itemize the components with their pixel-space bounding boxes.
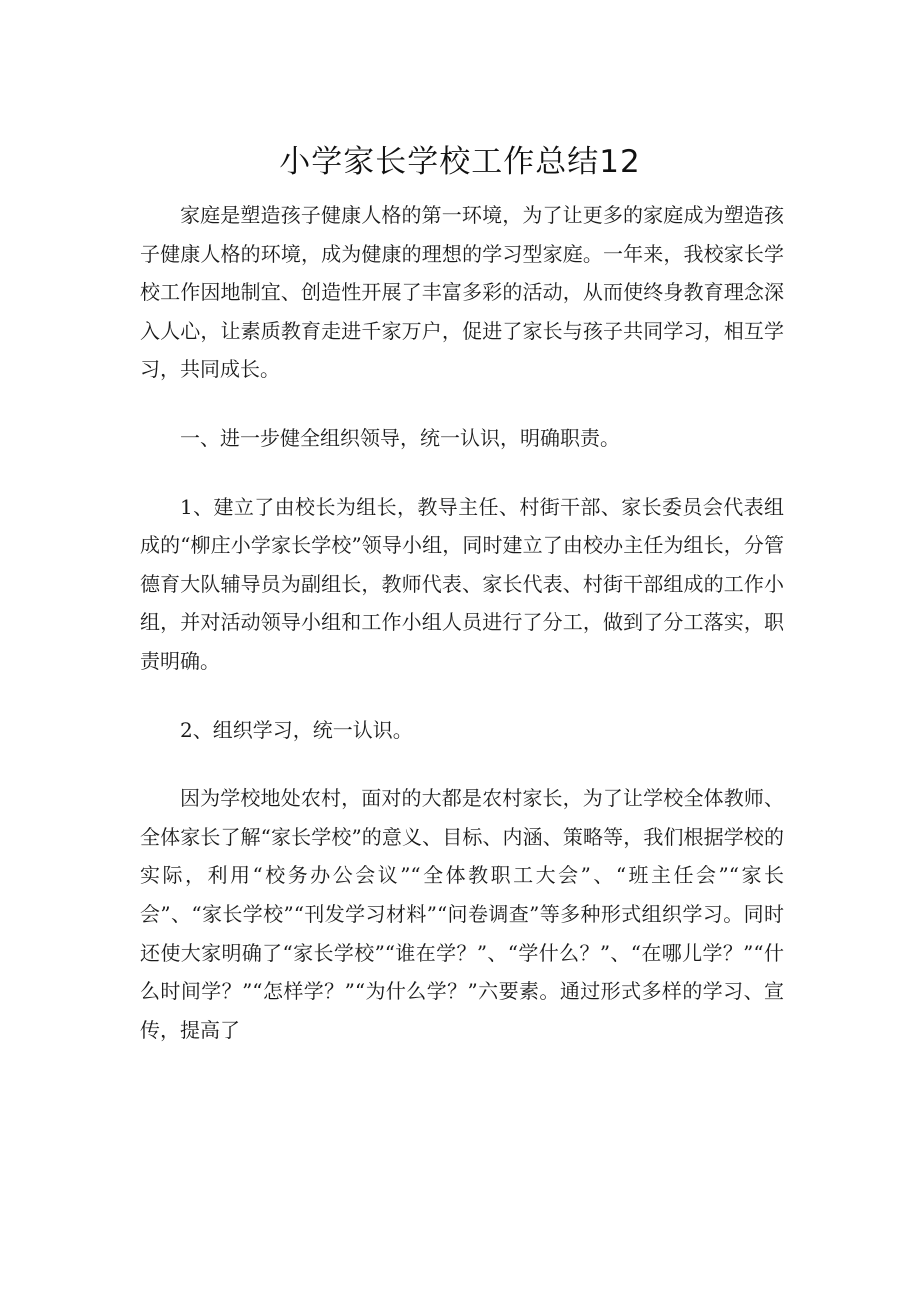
- section-heading-1: 一、进一步健全组织领导，统一认识，明确职责。: [180, 425, 620, 450]
- document-body: [140, 196, 784, 1049]
- paragraph-intro: 家庭是塑造孩子健康人格的第一环境，为了让更多的家庭成为塑造孩子健康人格的环境，成为健康的理想的学习型家庭。一年来，我校家长学校工作因地制宜、创造性开展了丰富多彩的活动，从而使终身教育理念深入人心，让素质教育走进千家万户，促进了家长与孩子共同学习，相互学习，共同成长。: [140, 203, 784, 382]
- paragraph-item-2-body: 因为学校地处农村，面对的大都是农村家长，为了让学校全体教师、全体家长了解“家长学校”的意义、目标、内涵、策略等，我们根据学校的实际，利用“校务办公会议”“全体教职工大会”、“班主任会”“家长会”、“家长学校”“刊发学习材料”“问卷调查”等多种形式组织学习。同时还使大家明确了“家长学校”“谁在学？”、“学什么？”、“在哪儿学？”“什么时间学？”“怎样学？”“为什么学？”六要素。通过形式多样的学习、宣传，提高了: [140, 786, 784, 1042]
- paragraph-item-2-heading: 2、组织学习，统一认识。: [180, 717, 413, 742]
- paragraph-item-1: 1、建立了由校长为组长，教导主任、村街干部、家长委员会代表组成的“柳庄小学家长学校”领导小组，同时建立了由校办主任为组长，分管德育大队辅导员为副组长，教师代表、家长代表、村街干部组成的工作小组，并对活动领导小组和工作小组人员进行了分工，做到了分工落实，职责明确。: [140, 494, 784, 673]
- document-title: 小学家长学校工作总结12: [279, 144, 641, 180]
